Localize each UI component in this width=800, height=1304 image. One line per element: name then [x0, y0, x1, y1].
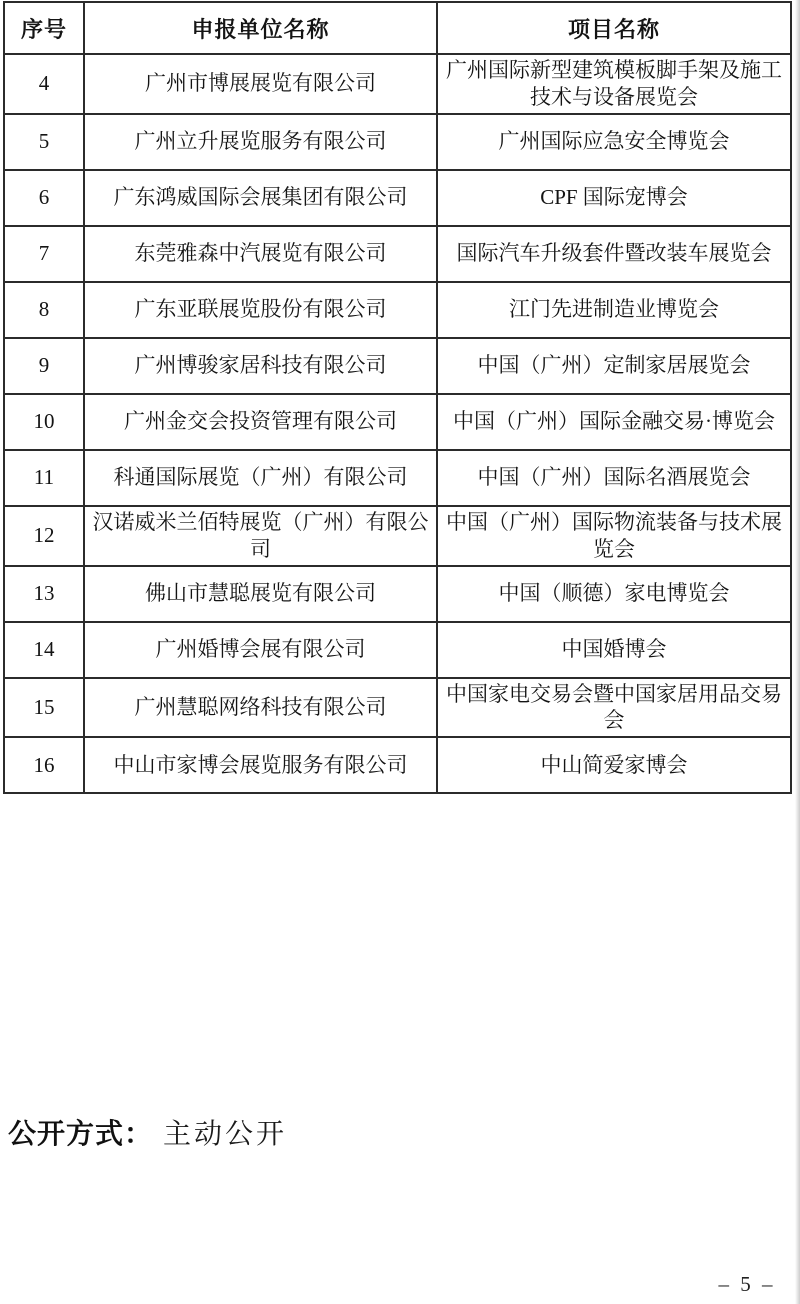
company-name: 广州慧聪网络科技有限公司: [84, 678, 437, 738]
table-header-row: [4, 2, 791, 54]
table-row: [4, 450, 791, 506]
row-no: 6: [4, 170, 84, 226]
disclosure-line: [8, 1112, 287, 1152]
project-name: 广州国际应急安全博览会: [437, 114, 791, 170]
table-row: [4, 678, 791, 738]
row-no: 15: [4, 678, 84, 738]
project-name: 国际汽车升级套件暨改装车展览会: [437, 226, 791, 282]
row-no: 9: [4, 338, 84, 394]
project-name: 中国（广州）国际名酒展览会: [437, 450, 791, 506]
company-name: 广州立升展览服务有限公司: [84, 114, 437, 170]
company-name: 东莞雅森中汽展览有限公司: [84, 226, 437, 282]
company-name: 科通国际展览（广州）有限公司: [84, 450, 437, 506]
scan-edge-shading: [795, 0, 800, 1304]
project-name: 中国家电交易会暨中国家居用品交易会: [437, 678, 791, 738]
company-name: 广州金交会投资管理有限公司: [84, 394, 437, 450]
col-header-no: 序号: [4, 2, 84, 54]
project-name: 广州国际新型建筑模板脚手架及施工技术与设备展览会: [437, 54, 791, 114]
disclosure-label: 公开方式：: [8, 1118, 154, 1149]
table-row: [4, 226, 791, 282]
project-name: CPF 国际宠博会: [437, 170, 791, 226]
table-row: [4, 54, 791, 114]
page-number: – 5 –: [718, 1272, 776, 1296]
company-name: 汉诺威米兰佰特展览（广州）有限公司: [84, 506, 437, 566]
row-no: 12: [4, 506, 84, 566]
col-header-company: 申报单位名称: [84, 2, 437, 54]
row-no: 11: [4, 450, 84, 506]
disclosure-value: 主动公开: [163, 1119, 288, 1150]
row-no: 7: [4, 226, 84, 282]
table-row: [4, 566, 791, 622]
table-row: [4, 737, 791, 793]
projects-table: [3, 1, 792, 794]
table-row: [4, 114, 791, 170]
project-name: 中国（顺德）家电博览会: [437, 566, 791, 622]
project-name: 中国（广州）定制家居展览会: [437, 338, 791, 394]
table-row: [4, 622, 791, 678]
table-row: [4, 394, 791, 450]
company-name: 佛山市慧聪展览有限公司: [84, 566, 437, 622]
table-row: [4, 338, 791, 394]
project-name: 中国（广州）国际金融交易·博览会: [437, 394, 791, 450]
row-no: 16: [4, 737, 84, 793]
company-name: 中山市家博会展览服务有限公司: [84, 737, 437, 793]
row-no: 4: [4, 54, 84, 114]
table-row: [4, 282, 791, 338]
table-row: [4, 506, 791, 566]
row-no: 14: [4, 622, 84, 678]
company-name: 广州婚博会展有限公司: [84, 622, 437, 678]
company-name: 广州博骏家居科技有限公司: [84, 338, 437, 394]
project-name: 中国（广州）国际物流装备与技术展览会: [437, 506, 791, 566]
table-row: [4, 170, 791, 226]
row-no: 8: [4, 282, 84, 338]
row-no: 10: [4, 394, 84, 450]
col-header-project: 项目名称: [437, 2, 791, 54]
project-name: 江门先进制造业博览会: [437, 282, 791, 338]
company-name: 广州市博展展览有限公司: [84, 54, 437, 114]
row-no: 13: [4, 566, 84, 622]
company-name: 广东亚联展览股份有限公司: [84, 282, 437, 338]
company-name: 广东鸿威国际会展集团有限公司: [84, 170, 437, 226]
project-name: 中山简爱家博会: [437, 737, 791, 793]
row-no: 5: [4, 114, 84, 170]
project-name: 中国婚博会: [437, 622, 791, 678]
